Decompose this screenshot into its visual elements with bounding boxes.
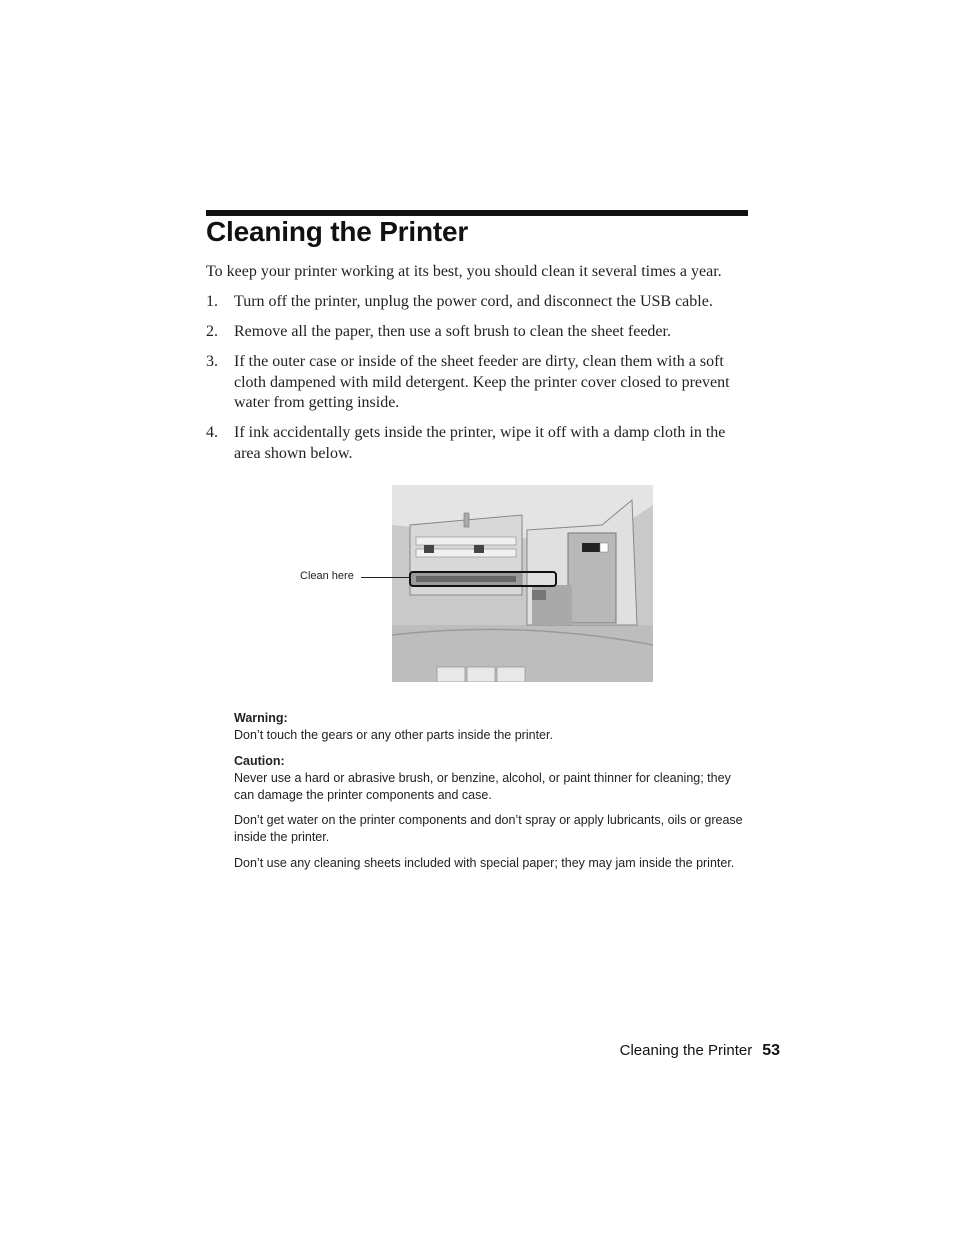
caution-label: Caution: [234, 753, 285, 768]
callout-leader-line [361, 577, 411, 578]
step-text: If the outer case or inside of the sheet feeder are dirty, clean them with a soft cloth dampened with mild detergent. Keep the printer cover closed to prevent water from getting inside. [234, 353, 730, 411]
page-number: 53 [762, 1042, 780, 1059]
caution-paragraph: Never use a hard or abrasive brush, or benzine, alcohol, or paint thinner for cleaning; they can damage the printer components and case. [234, 770, 731, 802]
printer-interior-illustration [392, 485, 653, 682]
step-number: 4. [206, 424, 218, 441]
step-number: 2. [206, 323, 218, 340]
step-item [206, 423, 751, 464]
page-footer [620, 1042, 780, 1060]
caution-paragraph: Don’t get water on the printer components and don’t spray or apply lubricants, oils or grease inside the printer. [234, 813, 743, 844]
intro-paragraph: To keep your printer working at its best, you should clean it several times a year. [206, 263, 722, 280]
step-item [206, 322, 751, 343]
step-text: Turn off the printer, unplug the power cord, and disconnect the USB cable. [234, 293, 713, 310]
step-number: 3. [206, 353, 218, 370]
warning-text: Don’t touch the gears or any other parts inside the printer. [234, 728, 553, 742]
step-number: 1. [206, 293, 218, 310]
safety-notes [234, 710, 749, 872]
cleaning-steps-list [206, 292, 751, 474]
step-item [206, 352, 751, 414]
step-text: If ink accidentally gets inside the printer, wipe it off with a damp cloth in the area shown below. [234, 424, 726, 462]
warning-label: Warning: [234, 711, 288, 725]
step-item [206, 292, 751, 313]
callout-label: Clean here [300, 570, 354, 582]
caution-paragraph: Don’t use any cleaning sheets included with special paper; they may jam inside the printer. [234, 855, 735, 870]
step-text: Remove all the paper, then use a soft brush to clean the sheet feeder. [234, 323, 671, 340]
page-title: Cleaning the Printer [206, 216, 469, 247]
footer-section-title: Cleaning the Printer [619, 1042, 753, 1059]
